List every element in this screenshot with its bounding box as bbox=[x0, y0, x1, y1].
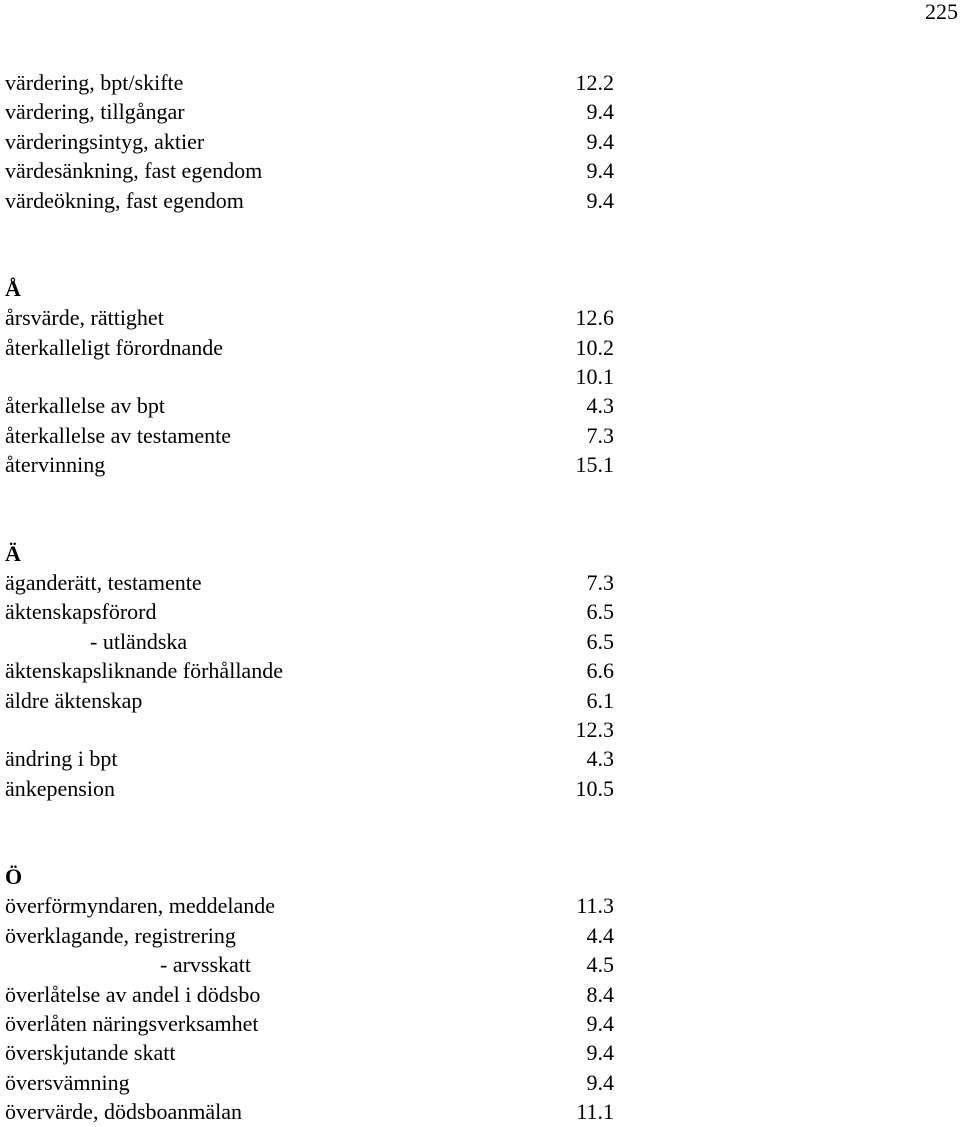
index-entry bbox=[0, 186, 960, 216]
index-term: änkepension bbox=[5, 775, 115, 801]
index-term: ändring i bpt bbox=[5, 746, 118, 772]
index-term: värdering, bpt/skifte bbox=[5, 70, 184, 95]
index-term: - arvsskatt bbox=[160, 952, 252, 978]
index-entry bbox=[0, 597, 960, 627]
section-reference: 9.4 bbox=[586, 128, 614, 154]
index-entry bbox=[0, 950, 960, 980]
section-reference: 9.4 bbox=[586, 187, 614, 213]
index-entry bbox=[0, 1009, 960, 1039]
index-entry bbox=[0, 333, 960, 363]
index-term: återkallelse av testamente bbox=[5, 422, 231, 448]
index-term: - utländska bbox=[90, 628, 188, 654]
index-term: äldre äktenskap bbox=[5, 687, 143, 713]
section-reference: 9.4 bbox=[586, 99, 614, 125]
index-entry bbox=[0, 891, 960, 921]
index-term: överskjutande skatt bbox=[5, 1040, 176, 1066]
index-entry bbox=[0, 744, 960, 774]
section-reference: 12.2 bbox=[575, 70, 614, 95]
index-entry bbox=[0, 421, 960, 451]
index-term: översvämning bbox=[5, 1069, 130, 1095]
index-entry bbox=[0, 686, 960, 716]
section-reference: 10.5 bbox=[575, 775, 614, 801]
index-term: värdesänkning, fast egendom bbox=[5, 158, 263, 184]
index-entry bbox=[0, 1068, 960, 1098]
index-term: övervärde, dödsboanmälan bbox=[5, 1099, 243, 1125]
section-reference: 10.2 bbox=[575, 334, 614, 360]
index-term: överlåten näringsverksamhet bbox=[5, 1011, 259, 1036]
index-term: värdering, tillgångar bbox=[5, 99, 185, 125]
index-term: återkalleligt förordnande bbox=[5, 334, 224, 360]
section-reference: 15.1 bbox=[575, 452, 614, 478]
section-reference: 6.6 bbox=[586, 658, 614, 684]
index-term: årsvärde, rättighet bbox=[5, 305, 164, 331]
section-reference: 8.4 bbox=[586, 981, 614, 1007]
section-reference: 11.3 bbox=[576, 893, 614, 919]
section-reference: 7.3 bbox=[586, 569, 614, 595]
index-entry bbox=[0, 1038, 960, 1068]
section-reference: 9.4 bbox=[586, 1011, 614, 1036]
index-entry bbox=[0, 627, 960, 657]
section-reference: 6.5 bbox=[586, 599, 614, 625]
index-entry bbox=[0, 127, 960, 157]
index-entry bbox=[0, 568, 960, 598]
section-reference: 12.3 bbox=[575, 716, 614, 742]
section-letter: Ä bbox=[5, 540, 21, 566]
index-entry bbox=[0, 656, 960, 686]
section-reference: 9.4 bbox=[586, 1069, 614, 1095]
index-term: återvinning bbox=[5, 452, 106, 478]
section-letter: Å bbox=[5, 275, 21, 301]
section-reference: 11.1 bbox=[576, 1099, 614, 1125]
index-term: överlåtelse av andel i dödsbo bbox=[5, 981, 261, 1007]
index-entry bbox=[0, 362, 960, 392]
section-reference: 4.3 bbox=[586, 393, 614, 419]
index-entry bbox=[0, 97, 960, 127]
index-term: återkallelse av bpt bbox=[5, 393, 166, 419]
section-reference: 10.1 bbox=[575, 364, 614, 390]
page-number: 225 bbox=[925, 0, 958, 24]
index-term: äktenskapsförord bbox=[5, 599, 157, 625]
section-reference: 4.3 bbox=[586, 746, 614, 772]
section-reference: 9.4 bbox=[586, 1040, 614, 1066]
section-reference: 7.3 bbox=[586, 422, 614, 448]
index-entry bbox=[0, 980, 960, 1010]
index-entry bbox=[0, 1097, 960, 1127]
section-letter: Ö bbox=[5, 864, 23, 889]
index-entry bbox=[0, 921, 960, 951]
index-term: överklagande, registrering bbox=[5, 922, 236, 948]
index-entry bbox=[0, 774, 960, 804]
index-entry bbox=[0, 68, 960, 98]
section-reference: 4.5 bbox=[586, 952, 614, 978]
section-reference: 6.5 bbox=[586, 628, 614, 654]
index-entry bbox=[0, 156, 960, 186]
section-reference: 9.4 bbox=[586, 158, 614, 184]
index-term: värdeökning, fast egendom bbox=[5, 187, 244, 213]
index-entry bbox=[0, 303, 960, 333]
index-term: äktenskapsliknande förhållande bbox=[5, 658, 283, 684]
index-term: överförmyndaren, meddelande bbox=[5, 893, 275, 919]
index-entry bbox=[0, 715, 960, 745]
index-entry bbox=[0, 391, 960, 421]
index-term: äganderätt, testamente bbox=[5, 569, 202, 595]
section-reference: 6.1 bbox=[586, 687, 614, 713]
section-reference: 12.6 bbox=[575, 305, 614, 331]
index-term: värderingsintyg, aktier bbox=[5, 128, 205, 154]
section-reference: 4.4 bbox=[586, 922, 614, 948]
index-entry bbox=[0, 450, 960, 480]
